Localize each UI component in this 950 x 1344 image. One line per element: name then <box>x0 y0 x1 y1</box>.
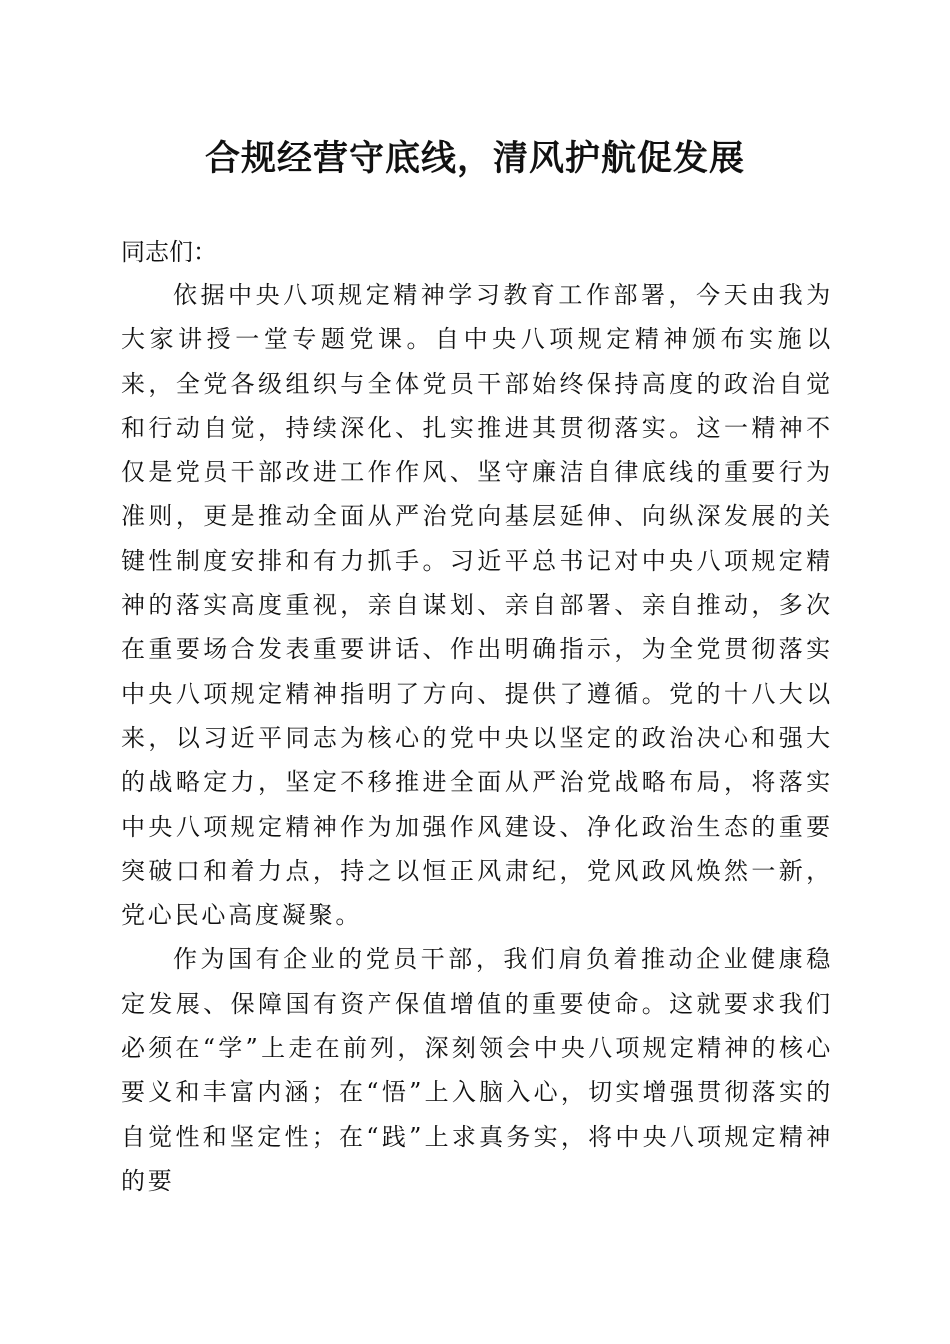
salutation: 同志们： <box>121 238 217 266</box>
document-title: 合规经营守底线，清风护航促发展 <box>204 138 745 179</box>
paragraph-1: 依据中央八项规定精神学习教育工作部署，今天由我为大家讲授一堂专题党课。自中央八项规定精神颁布实施以来，全党各级组织与全体党员干部始终保持高度的政治自觉和行动自觉，持续深化、扎实推进其贯彻落实。这一精神不仅是党员干部改进工作作风、坚守廉洁自律底线的重要行为准则，更是推动全面从严治党向基层延伸、向纵深发展的关键性制度安排和有力抓手。习近平总书记对中央八项规定精神的落实高度重视，亲自谋划、亲自部署、亲自推动，多次在重要场合发表重要讲话、作出明确指示，为全党贯彻落实中央八项规定精神指明了方向、提供了遵循。党的十八大以来，以习近平同志为核心的党中央以坚定的政治决心和强大的战略定力，坚定不移推进全面从严治党战略布局，将落实中央八项规定精神作为加强作风建设、净化政治生态的重要突破口和着力点，持之以恒正风肃纪，党风政风焕然一新，党心民心高度凝聚。 <box>121 281 833 930</box>
paragraph-2: 作为国有企业的党员干部，我们肩负着推动企业健康稳定发展、保障国有资产保值增值的重要使命。这就要求我们必须在“学”上走在前列，深刻领会中央八项规定精神的核心要义和丰富内涵；在“悟”上入脑入心，切实增强贯彻落实的自觉性和坚定性；在“践”上求真务实，将中央八项规定精神的要 <box>121 945 833 1195</box>
document-body <box>121 232 833 1203</box>
